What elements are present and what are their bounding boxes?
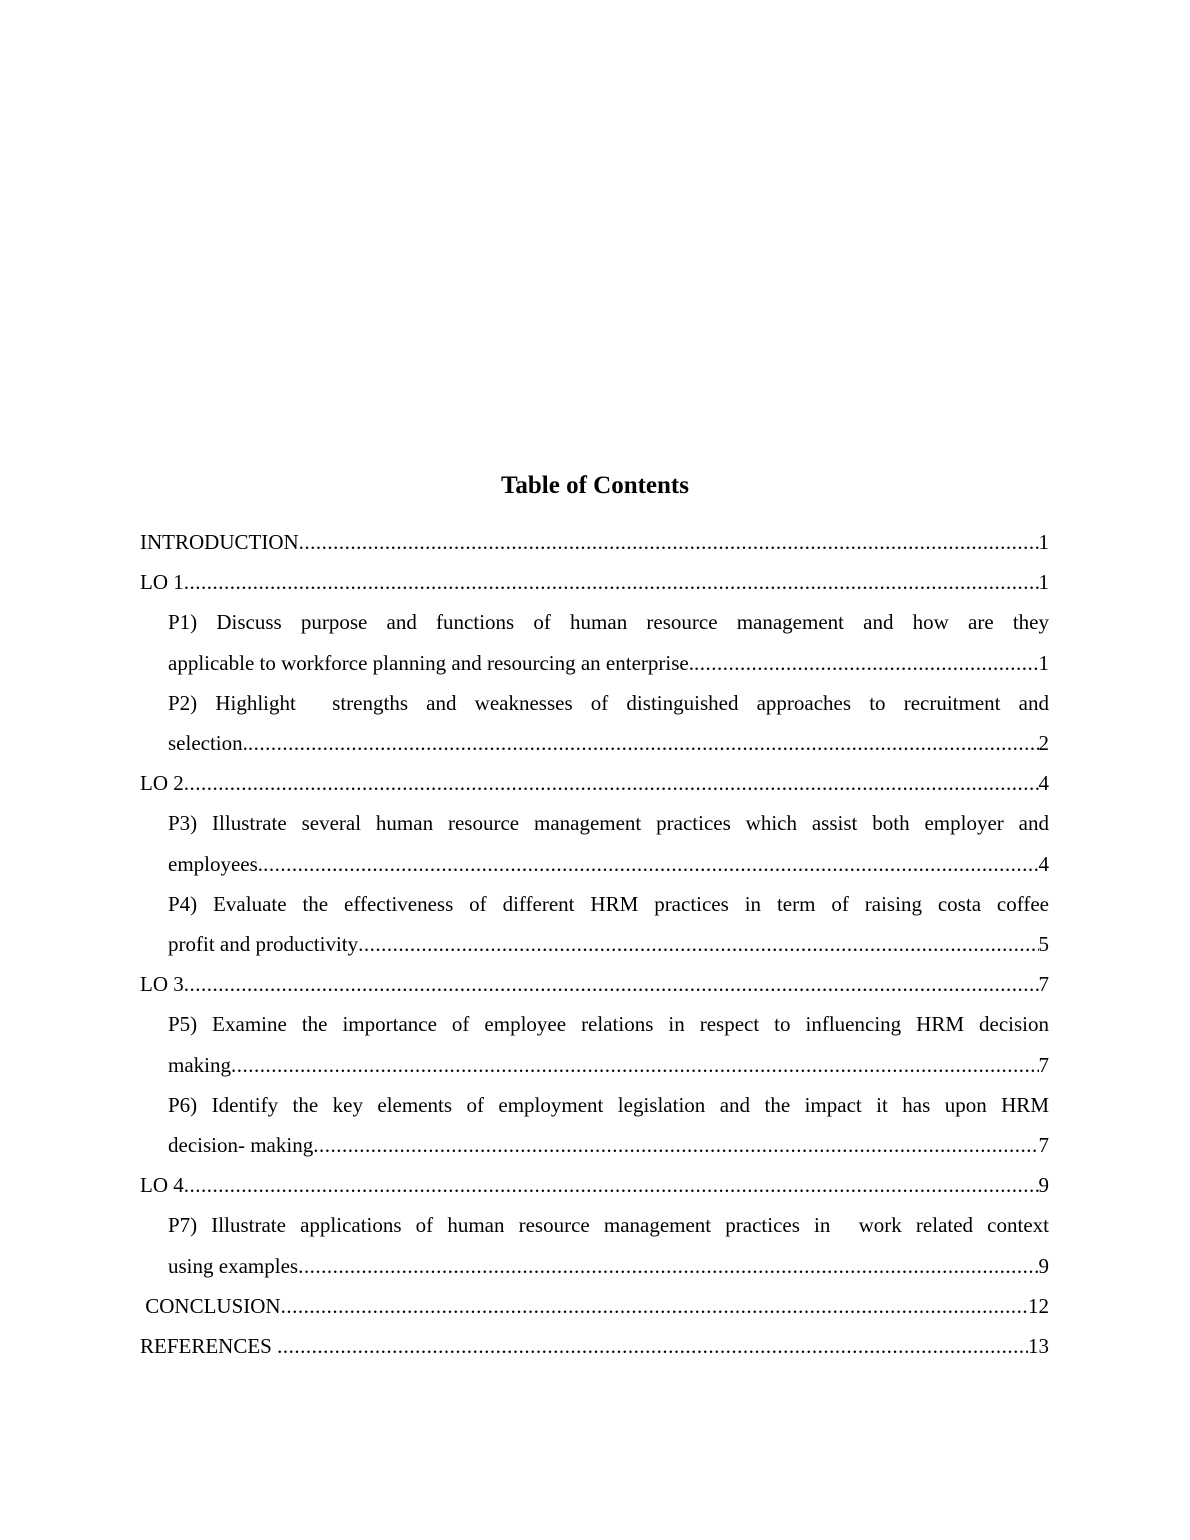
toc-entry-label: making (168, 1052, 231, 1077)
toc-entry-label: LO 2 (140, 771, 184, 796)
toc-page-number: 4 (1038, 771, 1049, 796)
dot-leader (299, 522, 1039, 562)
toc-entry-label: using examples (168, 1253, 299, 1278)
toc-entry-p4[interactable] (168, 884, 1049, 964)
toc-entry-conclusion[interactable] (140, 1286, 1049, 1326)
toc-page-number: 9 (1038, 1173, 1049, 1198)
toc-entry-text: P6) Identify the key elements of employment legislation and the impact it has upon HRM (168, 1092, 1049, 1117)
toc-entry-label: INTRODUCTION (140, 530, 299, 554)
toc-entry-p1[interactable] (168, 602, 1049, 682)
toc-page-number: 1 (1038, 570, 1049, 595)
toc-entry-text: P1) Discuss purpose and functions of human resource management and how are they (168, 610, 1049, 635)
toc-page-number: 7 (1038, 972, 1049, 997)
toc-entry-label: LO 4 (140, 1173, 184, 1198)
dot-leader (313, 1125, 1038, 1165)
toc-entry-lo2[interactable] (140, 763, 1049, 803)
toc-entry-label: LO 1 (140, 570, 184, 595)
toc-entry-label: selection. (168, 731, 248, 756)
toc-entry-text: P3) Illustrate several human resource management practices which assist both employer and (168, 811, 1049, 836)
toc-entry-lo3[interactable] (140, 964, 1049, 1004)
dot-leader (248, 723, 1039, 763)
toc-entry-label: decision- making (168, 1133, 314, 1158)
toc-page-number: 2 (1038, 731, 1049, 756)
toc-page-number: 1 (1038, 530, 1049, 554)
dot-leader (184, 964, 1039, 1004)
toc-entry-text: P4) Evaluate the effectiveness of different HRM practices in term of raising costa coffee (168, 891, 1049, 916)
toc-entry-text: P5) Examine the importance of employee relations in respect to influencing HRM decision (168, 1012, 1049, 1037)
toc-page-number: 9 (1038, 1253, 1049, 1278)
toc-entry-introduction[interactable] (140, 522, 1049, 562)
dot-leader (231, 1045, 1039, 1085)
toc-page-number: 4 (1038, 851, 1049, 876)
toc-page-number: 7 (1038, 1052, 1049, 1077)
dot-leader (277, 1326, 1028, 1366)
toc-entry-lo1[interactable] (140, 562, 1049, 602)
dot-leader (358, 924, 1038, 964)
toc-entry-p3[interactable] (168, 803, 1049, 883)
toc-entry-p5[interactable] (168, 1004, 1049, 1084)
toc-page-number: 12 (1028, 1293, 1049, 1318)
toc-entry-label: profit and productivity (168, 932, 359, 957)
dot-leader (184, 562, 1039, 602)
toc-entry-references[interactable] (140, 1326, 1049, 1366)
toc-page-number: 5 (1038, 932, 1049, 957)
dot-leader (184, 763, 1039, 803)
toc-entry-text: P2) Highlight strengths and weaknesses of distinguished approaches to recruitment and (168, 690, 1049, 715)
toc-entry-label: employees. (168, 851, 264, 876)
toc-page-number: 7 (1038, 1133, 1049, 1158)
toc-entry-label: applicable to workforce planning and resourcing an enterprise. (168, 650, 694, 675)
toc-page-number: 13 (1028, 1334, 1049, 1359)
dot-leader (184, 1165, 1039, 1205)
toc-entry-label: REFERENCES (140, 1334, 278, 1359)
toc-page-number: 1 (1038, 650, 1049, 675)
toc-entry-p7[interactable] (168, 1205, 1049, 1285)
dot-leader (263, 844, 1038, 884)
toc-entry-lo4[interactable] (140, 1165, 1049, 1205)
toc-entry-label: CONCLUSION (140, 1293, 281, 1318)
page-title: Table of Contents (501, 472, 689, 499)
toc-entry-p2[interactable] (168, 683, 1049, 763)
dot-leader (694, 643, 1039, 683)
toc-entry-label: LO 3 (140, 972, 184, 997)
dot-leader (281, 1286, 1028, 1326)
dot-leader (298, 1246, 1038, 1286)
table-of-contents (0, 522, 1190, 1366)
toc-entry-text: P7) Illustrate applications of human resource management practices in work related context (168, 1213, 1049, 1238)
toc-entry-p6[interactable] (168, 1085, 1049, 1165)
